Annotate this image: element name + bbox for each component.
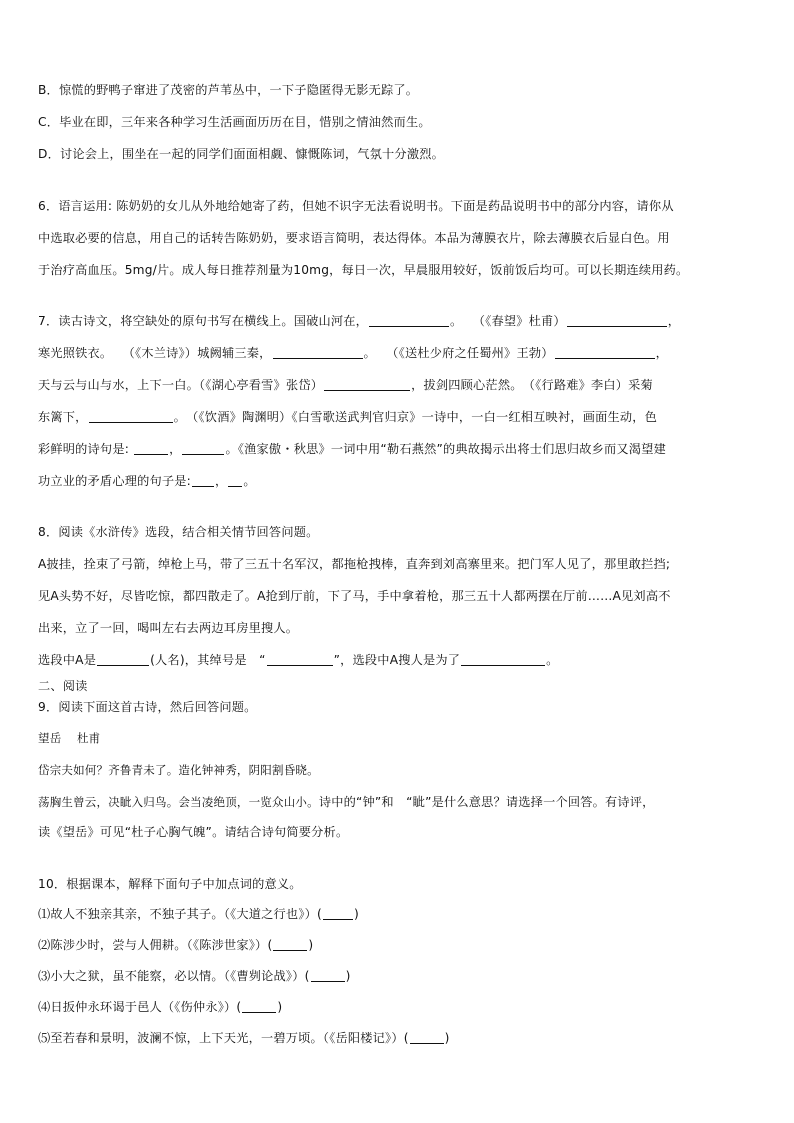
poem-line-2: 荡胸生曾云，决眦入归鸟。会当凌绝顶，一览众山小。: [38, 795, 319, 809]
q7-line-5: 彩鲜明的诗句是: ， 。《渔家傲・秋思》一词中用“勒石燕然”的典故揭示出将士们思归故乡而又渴望建: [38, 442, 666, 456]
answer-blank[interactable]: [555, 346, 655, 359]
answer-blank[interactable]: [461, 653, 545, 666]
q6-line-3: 于治疗高血压。5mg/片。成人每日推荐剂量为10mg，每日一次，早晨服用较好，饭前饭后均可。可以长期连续用药。: [38, 263, 689, 277]
q9-line-3: 读《望岳》可见“杜子心胸气魄”。请结合诗句简要分析。: [38, 825, 349, 839]
answer-blank[interactable]: [273, 346, 363, 359]
q7-line-2: 寒光照铁衣。 （《木兰诗》）城阙辅三秦， 。 （《送杜少府之任蜀州》王勃） ，: [38, 346, 668, 360]
q7-line-6: 功立业的矛盾心理的句子是: ， 。: [38, 474, 256, 488]
q8-passage-3: 出来，立了一回，喝叫左右去两边耳房里搜人。: [38, 621, 299, 635]
q10-item-3: ⑶小大之狱，虽不能察，必以情。（《曹刿论战》）( ): [38, 969, 351, 983]
q8-passage-1: A披挂，拴束了弓箭，绰枪上马，带了三五十名军汉，都拖枪拽棒，直奔到刘高寨里来。把门军人见了，那里敢拦挡;: [38, 557, 671, 571]
q7-line-4: 东篱下， 。 （《饮酒》陶渊明）《白雪歌送武判官归京》一诗中，一白一红相互映衬，画面生动，色: [38, 410, 658, 424]
answer-blank[interactable]: [89, 410, 173, 423]
answer-blank[interactable]: [134, 442, 168, 455]
answer-blank[interactable]: [267, 653, 333, 666]
option-d: D．讨论会上，围坐在一起的同学们面面相觑、慷慨陈词，气氛十分激烈。: [38, 147, 444, 161]
q8-passage-2: 见A头势不好，尽皆吃惊，都四散走了。A抢到厅前，下了马，手中拿着枪，那三五十人都两摆在厅前……A见刘高不: [38, 589, 671, 603]
option-c: C．毕业在即，三年来各种学习生活画面历历在目，惜别之情油然而生。: [38, 115, 431, 129]
q8-title: 8．阅读《水浒传》选段，结合相关情节回答问题。: [38, 525, 319, 539]
q10-title: 10．根据课本，解释下面句子中加点词的意义。: [38, 877, 302, 891]
answer-blank[interactable]: [410, 1031, 444, 1044]
option-b: B．惊慌的野鸭子窜进了茂密的芦苇丛中，一下子隐匿得无影无踪了。: [38, 83, 419, 97]
q6-line-2: 中选取必要的信息，用自己的话转告陈奶奶，要求语言简明，表达得体。本品为薄膜衣片，除去薄膜衣后显白色。用: [38, 231, 670, 245]
q9-title: 9．阅读下面这首古诗，然后回答问题。: [38, 700, 257, 714]
q10-item-4: ⑷日扳仲永环谒于邑人（《伤仲永》）( ): [38, 1000, 283, 1014]
answer-blank[interactable]: [369, 314, 449, 327]
poem-line-1: 岱宗夫如何？齐鲁青未了。造化钟神秀，阴阳割昏晓。: [38, 763, 319, 777]
answer-blank[interactable]: [242, 1000, 276, 1013]
answer-blank[interactable]: [182, 442, 224, 455]
q10-item-2: ⑵陈涉少时，尝与人佣耕。（《陈涉世家》）( ): [38, 938, 314, 952]
q10-item-5: ⑸至若春和景明，波澜不惊，上下天光，一碧万顷。（《岳阳楼记》）( ): [38, 1031, 450, 1045]
q10-item-1: ⑴故人不独亲其亲，不独子其子。（《大道之行也》）( ): [38, 907, 359, 921]
answer-blank[interactable]: [323, 907, 353, 920]
answer-blank[interactable]: [97, 653, 149, 666]
answer-blank[interactable]: [228, 474, 242, 487]
answer-blank[interactable]: [273, 938, 307, 951]
section-heading: 二、阅读: [38, 679, 88, 693]
q8-question: 选段中A是 (人名)，其绰号是 “ ”，选段中A搜人是为了 。: [38, 653, 559, 667]
answer-blank[interactable]: [311, 969, 345, 982]
poem-title: 望岳 杜甫: [38, 731, 101, 745]
answer-blank[interactable]: [192, 474, 214, 487]
q7-line-1: 7．读古诗文，将空缺处的原句书写在横线上。国破山河在， 。 （《春望》杜甫） ，: [38, 314, 681, 328]
q9-line-2: 荡胸生曾云，决眦入归鸟。会当凌绝顶，一览众山小。诗中的“钟”和 “眦”是什么意思？请选择一个回答。有诗评，: [38, 795, 655, 809]
answer-blank[interactable]: [567, 314, 667, 327]
q7-line-3: 天与云与山与水，上下一白。（《湖心亭看雪》张岱） ，拔剑四顾心茫然。 （《行路难》李白）采菊: [38, 378, 653, 392]
q6-line-1: 6．语言运用: 陈奶奶的女儿从外地给她寄了药，但她不识字无法看说明书。下面是药品说明书中的部分内容，请你从: [38, 199, 674, 213]
answer-blank[interactable]: [324, 378, 410, 391]
